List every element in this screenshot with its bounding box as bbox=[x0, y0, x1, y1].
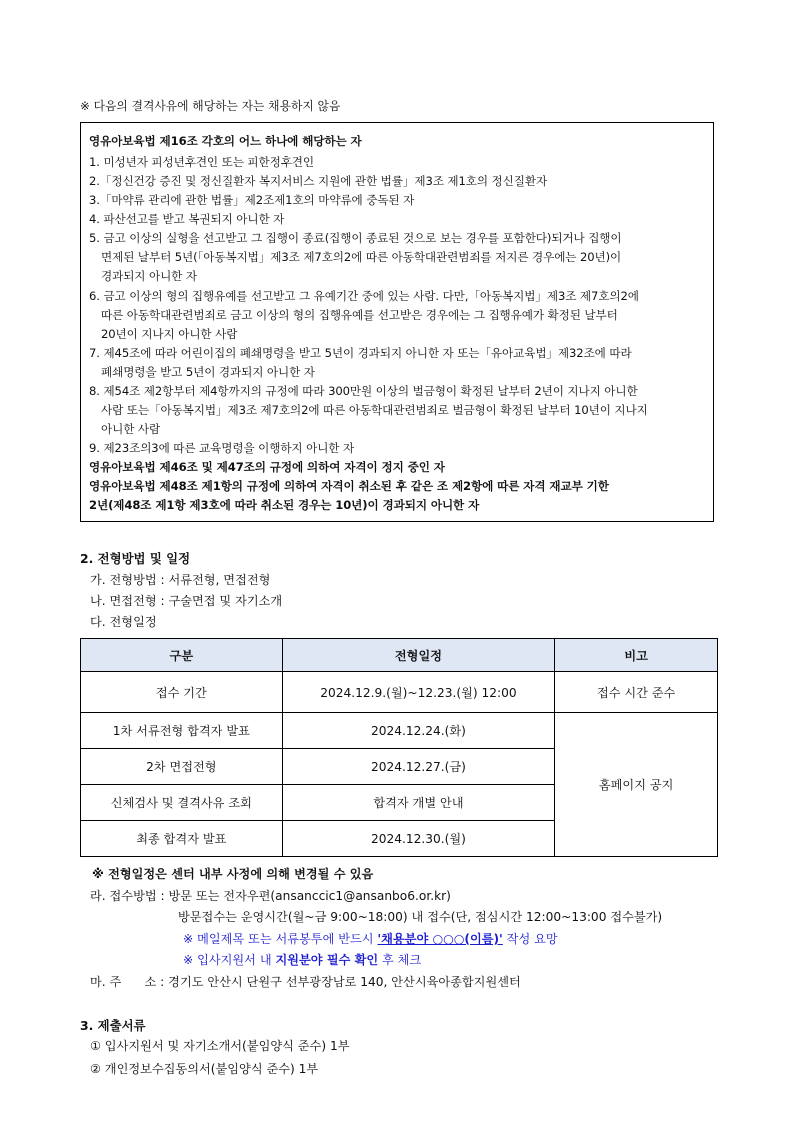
cell-category: 1차 서류전형 합격자 발표 bbox=[81, 713, 283, 749]
table-row bbox=[81, 672, 718, 713]
box-bold-line: 2년(제48조 제1항 제3호에 따라 취소된 경우는 10년)이 경과되지 아니한 자 bbox=[89, 498, 480, 512]
disqualification-box bbox=[80, 122, 714, 522]
box-item: 폐쇄명령을 받고 5년이 경과되지 아니한 자 bbox=[101, 365, 315, 379]
cell-category: 최종 합격자 발표 bbox=[81, 821, 283, 857]
box-bold-line: 영유아보육법 제48조 제1항의 규정에 의하여 자격이 취소된 후 같은 조 제2항에 따른 자격 재교부 기한 bbox=[89, 479, 609, 493]
cell-merged-note: 홈페이지 공지 bbox=[555, 713, 718, 857]
field-note-emphasis: 지원분야 필수 확인 bbox=[275, 953, 379, 967]
box-item: 1. 미성년자 피성년후견인 또는 피한정후견인 bbox=[89, 155, 314, 169]
box-item: 4. 파산선고를 받고 복권되지 아니한 자 bbox=[89, 212, 285, 226]
document-item: ① 입사지원서 및 자기소개서(붙임양식 준수) 1부 bbox=[90, 1039, 350, 1053]
table-header-row bbox=[81, 639, 718, 672]
field-check-note bbox=[183, 951, 421, 968]
cell-date: 2024.12.27.(금) bbox=[282, 749, 555, 785]
box-item: 아니한 사람 bbox=[101, 422, 161, 436]
cell-category: 신체검사 및 결격사유 조회 bbox=[81, 785, 283, 821]
box-item: 따른 아동학대관련범죄로 금고 이상의 형의 집행유예를 선고받은 경우에는 그 집행유예가 확정된 날부터 bbox=[101, 308, 618, 322]
table-row bbox=[81, 713, 718, 749]
box-item: 면제된 날부터 5년(「아동복지법」제3조 제7호의2에 따른 아동학대관련범죄를 저지른 경우에는 20년)이 bbox=[101, 250, 622, 264]
cell-note: 접수 시간 준수 bbox=[555, 672, 718, 713]
header-category: 구분 bbox=[81, 639, 283, 672]
box-item: 7. 제45조에 따라 어린이집의 폐쇄명령을 받고 5년이 경과되지 아니한 자 또는「유아교육법」제32조에 따라 bbox=[89, 346, 632, 360]
box-item: 8. 제54조 제2항부터 제4항까지의 규정에 따라 300만원 이상의 벌금형이 확정된 날부터 2년이 지나지 아니한 bbox=[89, 384, 638, 398]
mail-note-post: 작성 요망 bbox=[502, 932, 558, 946]
box-item: 2.「정신건강 증진 및 정신질환자 복지서비스 지원에 관한 법률」제3조 제1호의 정신질환자 bbox=[89, 174, 548, 188]
section2-c: 다. 전형일정 bbox=[90, 615, 157, 629]
schedule-change-note: ※ 전형일정은 센터 내부 사정에 의해 변경될 수 있음 bbox=[92, 867, 374, 881]
application-method-text: 방문 또는 전자우편(ansanccic1@ansanbo6.or.kr) bbox=[168, 889, 451, 903]
document-item: ② 개인정보수집동의서(붙임양식 준수) 1부 bbox=[90, 1062, 319, 1076]
box-item: 6. 금고 이상의 형의 집행유예를 선고받고 그 유예기간 중에 있는 사람. 다만,「아동복지법」제3조 제7호의2에 bbox=[89, 289, 639, 303]
application-method bbox=[90, 887, 451, 904]
cell-date: 2024.12.24.(화) bbox=[282, 713, 555, 749]
schedule-table bbox=[80, 638, 718, 857]
section3-title: 3. 제출서류 bbox=[80, 1018, 146, 1033]
visit-application: 방문접수는 운영시간(월~금 9:00~18:00) 내 접수(단, 점심시간 12:00~13:00 접수불가) bbox=[178, 910, 663, 924]
box-item: 경과되지 아니한 자 bbox=[101, 269, 197, 283]
field-note-post: 후 체크 bbox=[378, 953, 422, 967]
box-item: 사람 또는「아동복지법」제3조 제7호의2에 따른 아동학대관련범죄로 벌금형이 확정된 날부터 10년이 지나지 bbox=[101, 403, 648, 417]
intro-note: ※ 다음의 결격사유에 해당하는 자는 채용하지 않음 bbox=[80, 99, 341, 113]
box-bold-line: 영유아보육법 제46조 및 제47조의 규정에 의하여 자격이 정지 중인 자 bbox=[89, 460, 445, 474]
field-note-pre: ※ 입사지원서 내 bbox=[183, 953, 276, 967]
section2-title: 2. 전형방법 및 일정 bbox=[80, 551, 191, 566]
box-heading: 영유아보육법 제16조 각호의 어느 하나에 해당하는 자 bbox=[89, 134, 362, 148]
cell-category: 접수 기간 bbox=[81, 672, 283, 713]
address-line: 마. 주 소 : 경기도 안산시 단원구 선부광장남로 140, 안산시육아종합지원센터 bbox=[90, 975, 521, 989]
application-method-label: 라. 접수방법 : bbox=[90, 889, 169, 903]
section2-b: 나. 면접전형 : 구술면접 및 자기소개 bbox=[90, 594, 283, 608]
box-item: 9. 제23조의3에 따른 교육명령을 이행하지 아니한 자 bbox=[89, 441, 355, 455]
cell-date: 2024.12.30.(월) bbox=[282, 821, 555, 857]
box-item: 3.「마약류 관리에 관한 법률」제2조제1호의 마약류에 중독된 자 bbox=[89, 193, 415, 207]
mail-note-emphasis: '채용분야 ○○○(이름)' bbox=[377, 932, 503, 946]
header-note: 비고 bbox=[555, 639, 718, 672]
section2-a: 가. 전형방법 : 서류전형, 면접전형 bbox=[90, 573, 271, 587]
header-schedule: 전형일정 bbox=[282, 639, 555, 672]
mail-note-pre: ※ 메일제목 또는 서류봉투에 반드시 bbox=[183, 932, 378, 946]
cell-date: 2024.12.9.(월)~12.23.(월) 12:00 bbox=[282, 672, 555, 713]
cell-date: 합격자 개별 안내 bbox=[282, 785, 555, 821]
box-item: 5. 금고 이상의 실형을 선고받고 그 집행이 종료(집행이 종료된 것으로 보는 경우를 포함한다)되거나 집행이 bbox=[89, 231, 622, 245]
mail-title-note bbox=[183, 930, 558, 947]
box-item: 20년이 지나지 아니한 사람 bbox=[101, 327, 238, 341]
cell-category: 2차 면접전형 bbox=[81, 749, 283, 785]
